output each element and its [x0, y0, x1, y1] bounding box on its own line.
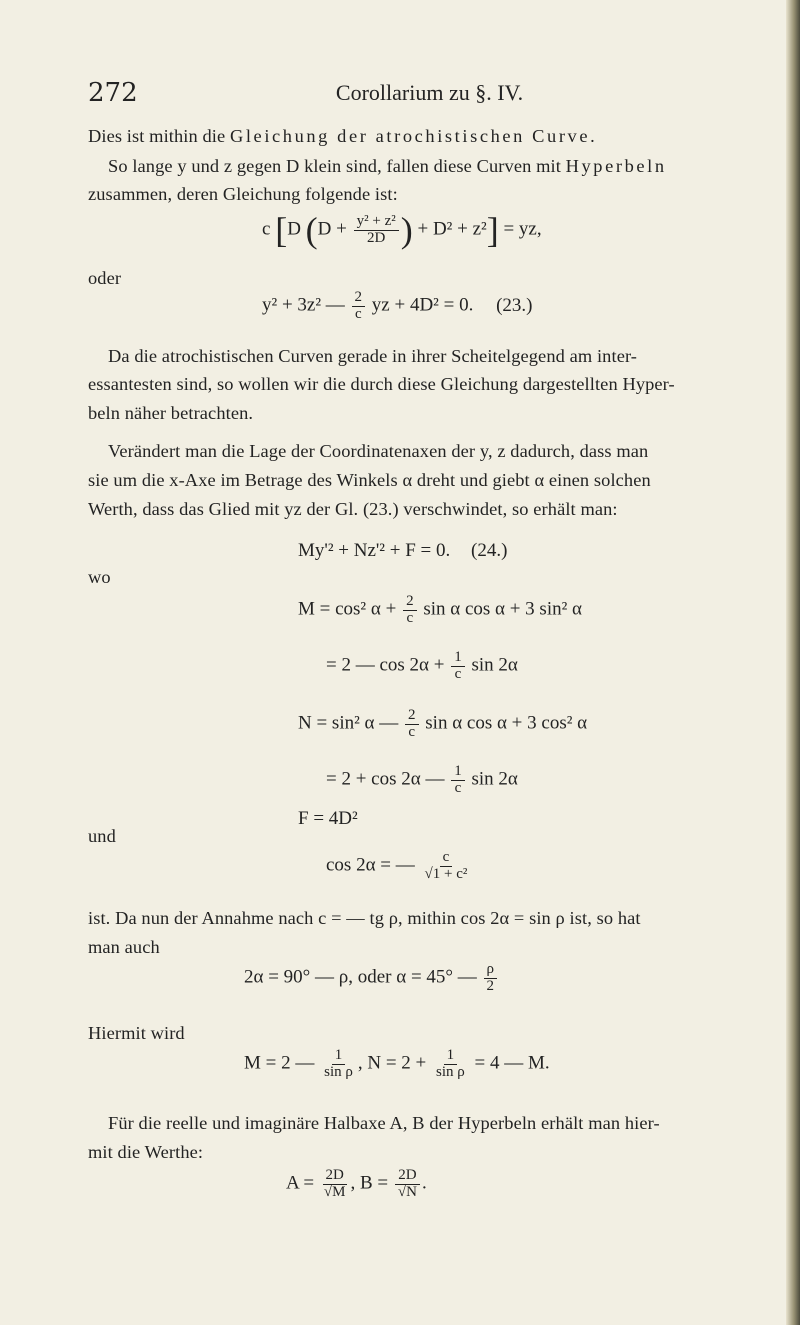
frac-num: y² + z² — [354, 214, 399, 231]
frac-num: 2 — [403, 594, 417, 611]
eq-text: = 4 — M. — [474, 1052, 550, 1074]
frac-den: c — [406, 609, 414, 626]
frac-den: sin ρ — [324, 1063, 353, 1080]
equation-F: F = 4D² — [298, 808, 358, 829]
frac-num: 1 — [451, 764, 465, 781]
text-line: und — [88, 826, 116, 846]
text-line: Da die atrochistischen Curven gerade in ihrer Scheitelgegend am inter- — [108, 346, 638, 366]
frac-num: 2 — [405, 708, 419, 725]
eq-text: M = 2 — — [244, 1052, 315, 1074]
page-edge — [786, 0, 800, 1325]
equation-alpha — [244, 962, 499, 995]
equation-N1 — [298, 708, 587, 741]
equation-M1 — [298, 594, 582, 627]
text-line: Hiermit wird — [88, 1023, 185, 1043]
text-line: Verändert man die Lage der Coordinatenaxen der y, z dadurch, dass man — [108, 441, 649, 461]
equation-label: (24.) — [471, 540, 508, 561]
eq-text: sin 2α — [471, 654, 518, 676]
frac-num: 1 — [332, 1048, 346, 1065]
text-line: sie um die x-Axe im Betrage des Winkels α dreht und giebt α einen solchen — [88, 470, 651, 490]
fraction — [484, 962, 498, 995]
bracket-open: [ — [275, 210, 288, 250]
emphasis-span: Hyperbeln — [565, 156, 667, 176]
frac-den: c — [454, 665, 462, 682]
frac-den: 2D — [367, 229, 386, 246]
eq-text: = yz, — [503, 218, 542, 240]
eq-text: sin α cos α + 3 sin² α — [423, 598, 583, 620]
frac-den: √N — [397, 1183, 417, 1200]
fraction — [403, 594, 417, 627]
eq-text: sin 2α — [471, 768, 518, 790]
frac-den: c — [354, 305, 362, 322]
eq-text: A = — [286, 1172, 315, 1194]
eq-text: = 2 + cos 2α — — [326, 768, 445, 790]
fraction — [451, 650, 465, 683]
fraction — [433, 1048, 468, 1081]
text-line — [108, 156, 667, 177]
frac-den: 2 — [486, 977, 495, 994]
fraction — [395, 1168, 420, 1201]
eq-text: D + — [317, 218, 347, 240]
text-line: ist. Da nun der Annahme nach c = — tg ρ, mithin cos 2α = sin ρ ist, so hat — [88, 908, 641, 928]
text-line: Für die reelle und imaginäre Halbaxe A, B der Hyperbeln erhält man hier- — [108, 1113, 660, 1133]
text-line: mit die Werthe: — [88, 1142, 204, 1162]
text-line: Werth, dass das Glied mit yz der Gl. (23.) verschwindet, so erhält man: — [88, 499, 618, 519]
frac-den: c — [408, 723, 416, 740]
text-line: man auch — [88, 937, 160, 957]
eq-text: D — [287, 218, 301, 240]
text-line: beln näher betrachten. — [88, 403, 254, 423]
equation-N2 — [326, 764, 518, 797]
frac-num: ρ — [484, 962, 498, 979]
eq-text: . — [421, 1172, 427, 1194]
eq-text: c — [262, 218, 271, 240]
equation-M2 — [326, 650, 518, 683]
eq-text: N = sin² α — — [298, 712, 399, 734]
equation-AB — [286, 1168, 427, 1201]
equation-24 — [298, 540, 507, 562]
paren-close: ) — [400, 210, 413, 250]
equation-hyperbola — [262, 212, 542, 248]
fraction — [321, 1168, 349, 1201]
fraction — [405, 708, 419, 741]
running-title: Corollarium zu §. IV. — [335, 80, 524, 105]
eq-text: = 2 — cos 2α + — [326, 654, 445, 676]
page-header — [88, 78, 771, 114]
text-line: oder — [88, 268, 122, 288]
page-number: 272 — [88, 78, 138, 108]
fraction — [352, 290, 366, 323]
text-line — [88, 126, 597, 147]
fraction — [354, 214, 399, 247]
text-line: essantesten sind, so wollen wir die durch diese Gleichung dargestellten Hyper- — [88, 374, 675, 394]
frac-den: c — [454, 779, 462, 796]
equation-23 — [262, 290, 532, 323]
paren-open: ( — [305, 210, 318, 250]
frac-num: c — [440, 850, 453, 867]
equation-cos2a — [326, 850, 472, 883]
eq-text: yz + 4D² = 0. — [371, 294, 474, 316]
eq-text: M = cos² α + — [298, 598, 397, 620]
frac-num: 1 — [451, 650, 465, 667]
frac-num: 2D — [323, 1168, 347, 1185]
eq-text: sin α cos α + 3 cos² α — [425, 712, 588, 734]
frac-num: 2 — [352, 290, 366, 307]
text-line: zusammen, deren Gleichung folgende ist: — [88, 184, 398, 204]
fraction — [451, 764, 465, 797]
equation-MN — [244, 1048, 550, 1081]
frac-num: 2D — [395, 1168, 419, 1185]
eq-text: , N = 2 + — [357, 1052, 427, 1074]
emphasis-span: Gleichung der atrochistischen Curve. — [229, 126, 598, 146]
fraction — [422, 850, 471, 883]
eq-text: 2α = 90° — ρ, oder α = 45° — — [244, 966, 477, 988]
equation-label: (23.) — [496, 294, 533, 316]
frac-den: √M — [323, 1183, 346, 1200]
fraction — [321, 1048, 356, 1081]
eq-text: cos 2α = — — [326, 854, 415, 876]
frac-den: √1 + c² — [424, 865, 468, 882]
eq-text: + D² + z² — [417, 218, 487, 240]
text-span: Dies ist mithin die — [88, 126, 230, 146]
eq-text: My'² + Nz'² + F = 0. — [298, 540, 451, 561]
frac-num: 1 — [444, 1048, 458, 1065]
bracket-close: ] — [486, 210, 499, 250]
eq-text: y² + 3z² — — [262, 294, 345, 316]
text-line: wo — [88, 567, 111, 587]
text-span: So lange y und z gegen D klein sind, fallen diese Curven mit — [108, 156, 566, 176]
frac-den: sin ρ — [436, 1063, 465, 1080]
eq-text: , B = — [350, 1172, 389, 1194]
